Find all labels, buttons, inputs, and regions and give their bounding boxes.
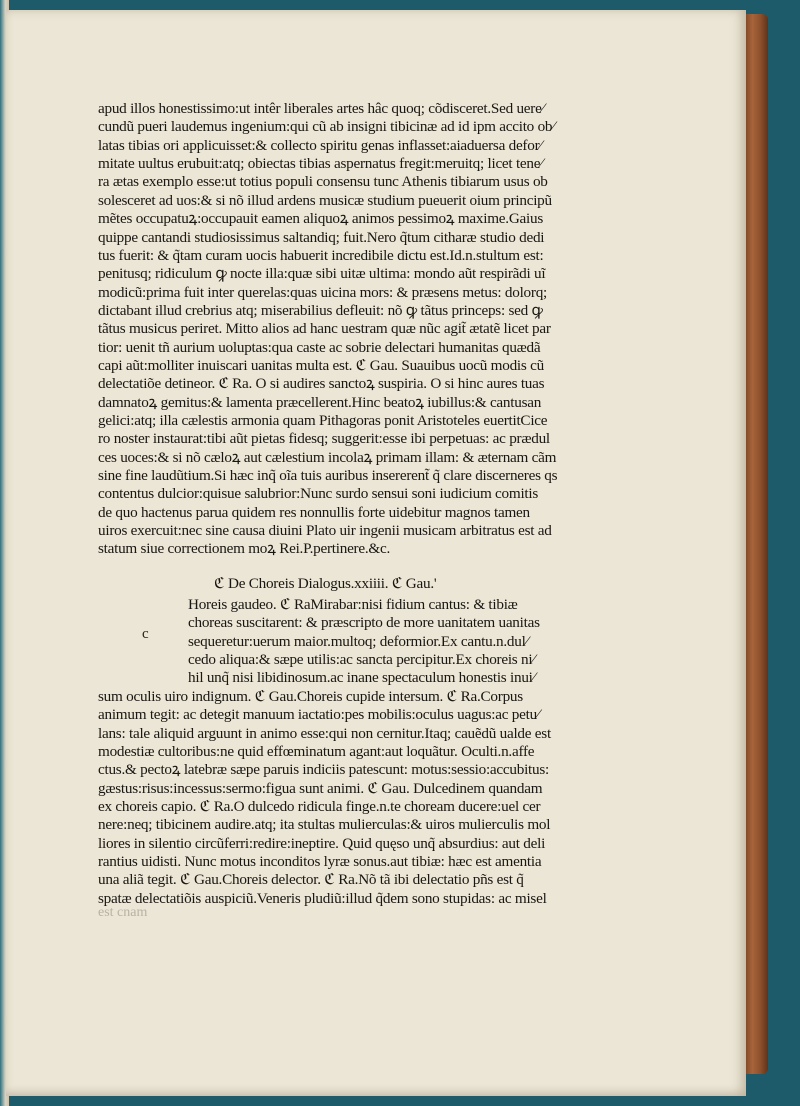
text-line: liores in silentio circũferri:redire:ineptire. Quid quęso unq̃ absurdius: aut deli [98,834,546,852]
text-line: gæstus:risus:incessus:sermo:figua sunt animi. ℭ Gau. Dulcedinem quandam [98,779,543,797]
text-line: mitate uultus erubuit:atq; obiectas tibias aspernatus fregit:meruitq; licet tene⁄ [98,155,543,173]
text-line: sum oculis uiro indignum. ℭ Gau.Choreis cupide intersum. ℭ Ra.Corpus [98,687,523,705]
text-line: sine fine laudũtium.Si hæc inq̃ oĩa tuis auribus insererent̃ q̃ clare discerneres qs [98,467,558,484]
text-line: mẽtes occupatuꝝ:occupauit eamen aliquoꝝ animos pessimoꝝ maxime.Gaius [98,210,544,228]
text-line: solesceret ad uos:& si nõ illud ardens musicæ studium pueuerit oium principũ [98,191,552,209]
indented-text-line: Horeis gaudeo. ℭ RaMirabar:nisi fidium cantus: & tibiæ [188,596,518,613]
text-line: rantius uidisti. Nunc motus inconditos lyræ sonus.aut tibiæ: hæc est amentia [98,852,542,870]
indented-text-line: hil unq̃ nisi libidinosum.ac inane spectaculum honestis inui⁄ [188,669,535,687]
text-line: penitusq; ridiculum ꝙ nocte illa:quæ sibi uitæ ultima: mondo aũt respirãdi uĩ [98,265,546,283]
text-line: damnatoꝝ gemitus:& lamenta præcellerent.Hinc beatoꝝ iubillus:& cantusan [98,393,542,411]
indented-text-line: sequeretur:uerum maior.multoq; deformior.Ex cantu.n.dul⁄ [188,632,528,650]
text-line: ex choreis capio. ℭ Ra.O dulcedo ridicula finge.n.te choream ducere:uel cer [98,797,541,815]
text-line: nere:neq; tibicinem audire.atq; ita stultas mulierculas:& uiros mulierculis mol [98,816,551,834]
text-line: una aliã tegit. ℭ Gau.Choreis delector. ℭ Ra.Nõ tã ibi delectatio pñs est q̃ [98,871,524,889]
indented-text-line: choreas suscitarent: & præscripto de more uanitatem uanitas [188,614,540,632]
text-line: latas tibias ori applicuisset:& collecto spiritu genas inflasset:aiaduersa defor⁄ [98,136,542,154]
text-line: quippe cantandi studiosissimus saltandiq; fuit.Nero q̃tum citharæ studio dedi [98,228,545,246]
text-line: delectatiõe detineor. ℭ Ra. O si audires sanctoꝝ suspiria. O si hinc aures tuas [98,375,545,393]
marginal-letter: c [142,626,149,642]
text-line: modestiæ cultoribus:ne quid effœminatum agant:aut loquãtur. Oculti.n.affe [98,742,535,760]
text-line: dictabant illud crebrius atq; miserabilius defleuit: nõ ꝙ tãtus princeps: sed ꝙ [98,301,543,319]
text-line: ra ætas exemplo esse:ut totius populi consensu tunc Athenis tibiarum usus ob [98,173,548,191]
text-line: spatæ delectatiõis auspiciũ.Veneris pludiũ:illud q̃dem sono stupidas: ac misel [98,889,547,907]
text-line: tior: uenit tñ aurium uoluptas:qua caste ac sobrie delectari humanitas quædã [98,338,541,356]
faint-offset-mark: est cnam [98,905,148,920]
text-line: gelici:atq; illa cælestis armonia quam Pithagoras ponit Aristoteles euertitCice [98,412,548,429]
text-line: modicũ:prima fuit inter querelas:quas uicina mors: & præsens metus: dolorq; [98,283,548,301]
text-line: contentus dulcior:quisue salubrior:Nunc surdo sensui soni iudicium comitis [98,485,539,503]
text-line: apud illos honestissimo:ut intêr liberales artes hâc quoq; cõdisceret.Sed uere⁄ [98,100,544,117]
text-line: statum siue correctionem moꝝ Rei.P.pertinere.&c. [98,540,391,558]
text-line: tus fuerit: & q̃tam curam uocis habuerit incredibile dictu est.Id.n.stultum est: [98,246,544,264]
text-line: de quo hactenus parua quidem res nonnullis forte uidebitur magnos tamen [98,503,530,521]
chapter-heading: ℭ De Choreis Dialogus.xxiiii. ℭ Gau.' [214,575,437,592]
text-line: ro noster instaurat:tibi aũt pietas fidesq; suggerit:esse ibi perpetuas: ac prædul [98,430,550,448]
text-line: uiros exercuit:nec sine causa diuini Plato uir ingenii musicam arbitratus est ad [98,522,552,539]
text-line: animum tegit: ac detegit manuum iactatio:pes mobilis:oculus uagus:ac petu⁄ [98,706,540,724]
text-line: ces uoces:& si nõ cæloꝝ aut cælestium incolaꝝ primam illam: & æternam cãm [98,448,557,466]
text-line: ctus.& pectoꝝ latebræ sæpe paruis indiciis patescunt: motus:sessio:accubitus: [98,761,549,779]
text-line: lans: tale aliquid arguunt in animo esse:qui non cernitur.Itaq; cauẽdũ ualde est [98,724,551,742]
text-line: cundũ pueri laudemus ingenium:qui cũ ab insigni tibicinæ ad id ipm accito ob⁄ [98,118,555,136]
text-line: capi aũt:molliter inuiscari uanitas multa est. ℭ Gau. Suauibus uocũ modis cũ [98,356,544,374]
text-line: tãtus musicus periret. Mitto alios ad hanc uestram quæ nũc agit̃ ætatẽ licet par [98,320,551,338]
book-cover-edge [744,14,768,1074]
indented-text-line: cedo aliqua:& sæpe utilis:ac sancta percipitur.Ex choreis ni⁄ [188,651,535,668]
